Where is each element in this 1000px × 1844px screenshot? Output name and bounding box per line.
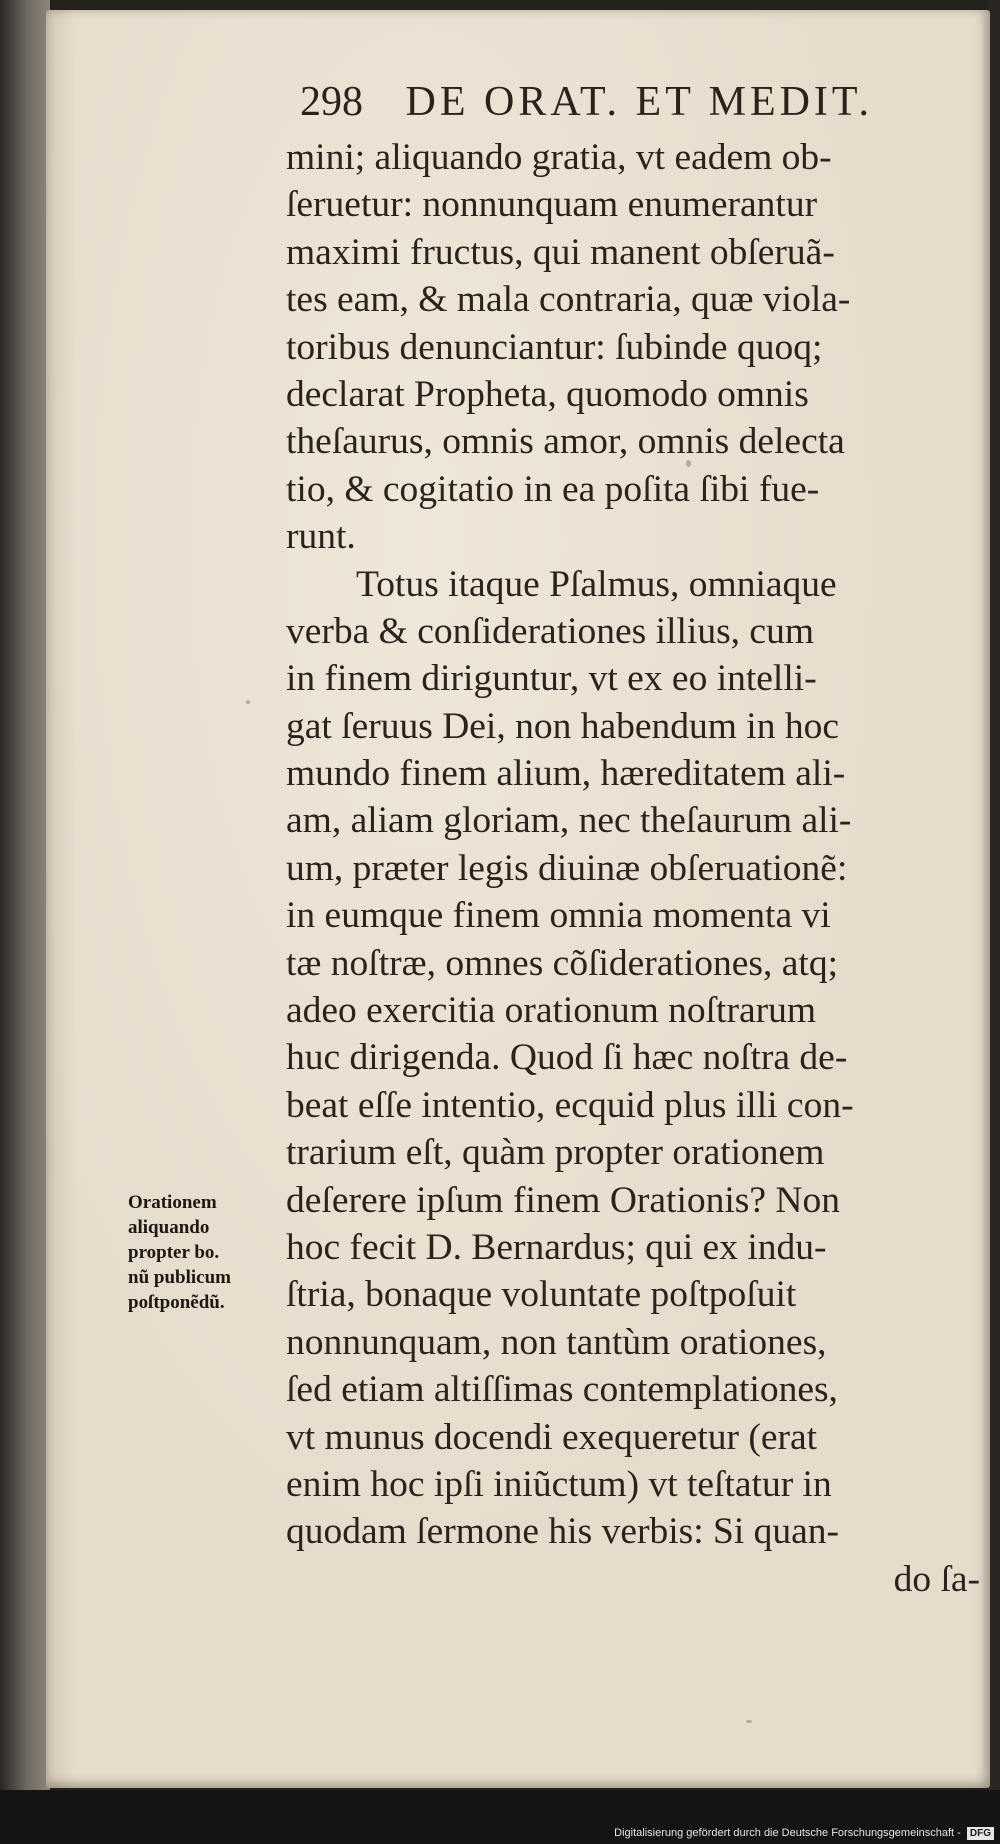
text-line: beat eſſe intentio, ecquid plus illi con- [286, 1084, 854, 1126]
page-number: 298 [300, 79, 363, 125]
book-edge-left [0, 0, 50, 1790]
text-line: enim hoc ipſi iniũctum) vt teſtatur in [286, 1463, 832, 1505]
text-line: declarat Propheta, quomodo omnis [286, 373, 809, 415]
text-line: verba & conſiderationes illius, cum [286, 610, 814, 652]
text-line: ſed etiam altiſſimas contemplationes, [286, 1369, 838, 1411]
text-line: runt. [286, 516, 356, 558]
marginal-note-line: poſtponẽdũ. [128, 1292, 225, 1313]
text-line: in finem diriguntur, vt ex eo intelli- [286, 658, 817, 700]
text-line: am, aliam gloriam, nec theſaurum ali- [286, 800, 852, 842]
text-line: huc dirigenda. Quod ſi hæc noſtra de- [286, 1037, 848, 1079]
marginal-note-line: propter bo. [128, 1242, 220, 1263]
paper-speck [246, 700, 250, 704]
catchword: do ſa- [893, 1558, 980, 1600]
dfg-logo: DFG [967, 1827, 994, 1840]
text-line: nonnunquam, non tantùm orationes, [286, 1321, 827, 1363]
text-line: vt munus docendi exequeretur (erat [286, 1416, 818, 1458]
text-line: ſtria, bonaque voluntate poſtpoſuit [286, 1274, 797, 1316]
text-line: tæ noſtræ, omnes cõſiderationes, atq; [286, 942, 838, 984]
running-title: DE ORAT. ET MEDIT. [405, 79, 873, 125]
text-line: trarium eſt, quàm propter orationem [286, 1132, 825, 1174]
marginal-note [128, 1190, 288, 1315]
text-line: adeo exercitia orationum noſtrarum [286, 990, 816, 1032]
paper-speck [746, 1720, 752, 1723]
marginal-note-line: Orationem [128, 1192, 217, 1213]
text-line: in eumque finem omnia momenta vi [286, 895, 831, 937]
text-line: um, præter legis diuinæ obſeruationẽ: [286, 847, 848, 889]
digitization-credit [614, 1825, 994, 1841]
credit-text: Digitalisierung gefördert durch die Deutsche Forschungsgemeinschaft - [614, 1827, 961, 1839]
text-line: tes eam, & mala contraria, quæ viola- [286, 279, 851, 321]
paragraph-start-line: Totus itaque Pſalmus, omniaque [356, 563, 837, 605]
marginal-note-line: nũ publicum [128, 1267, 231, 1288]
marginal-note-line: aliquando [128, 1217, 210, 1238]
text-line: mini; aliquando gratia, vt eadem ob- [286, 137, 832, 178]
running-header [300, 78, 990, 134]
text-line: mundo finem alium, hæreditatem ali- [286, 753, 846, 795]
text-line: gat ſeruus Dei, non habendum in hoc [286, 705, 839, 747]
text-line: quodam ſermone his verbis: Si quan- [286, 1511, 840, 1553]
text-line: ſeruetur: nonnunquam enumerantur [286, 184, 818, 226]
text-line: toribus denunciantur: ſubinde quoq; [286, 326, 823, 368]
body-text [286, 134, 994, 1603]
text-line: maximi fructus, qui manent obſeruã- [286, 231, 835, 273]
text-line: deſerere ipſum finem Orationis? Non [286, 1179, 840, 1221]
text-line: hoc fecit D. Bernardus; qui ex indu- [286, 1226, 827, 1268]
text-line: theſaurus, omnis amor, omnis delecta [286, 421, 845, 463]
text-line: tio, & cogitatio in ea poſita ſibi fue- [286, 468, 820, 510]
